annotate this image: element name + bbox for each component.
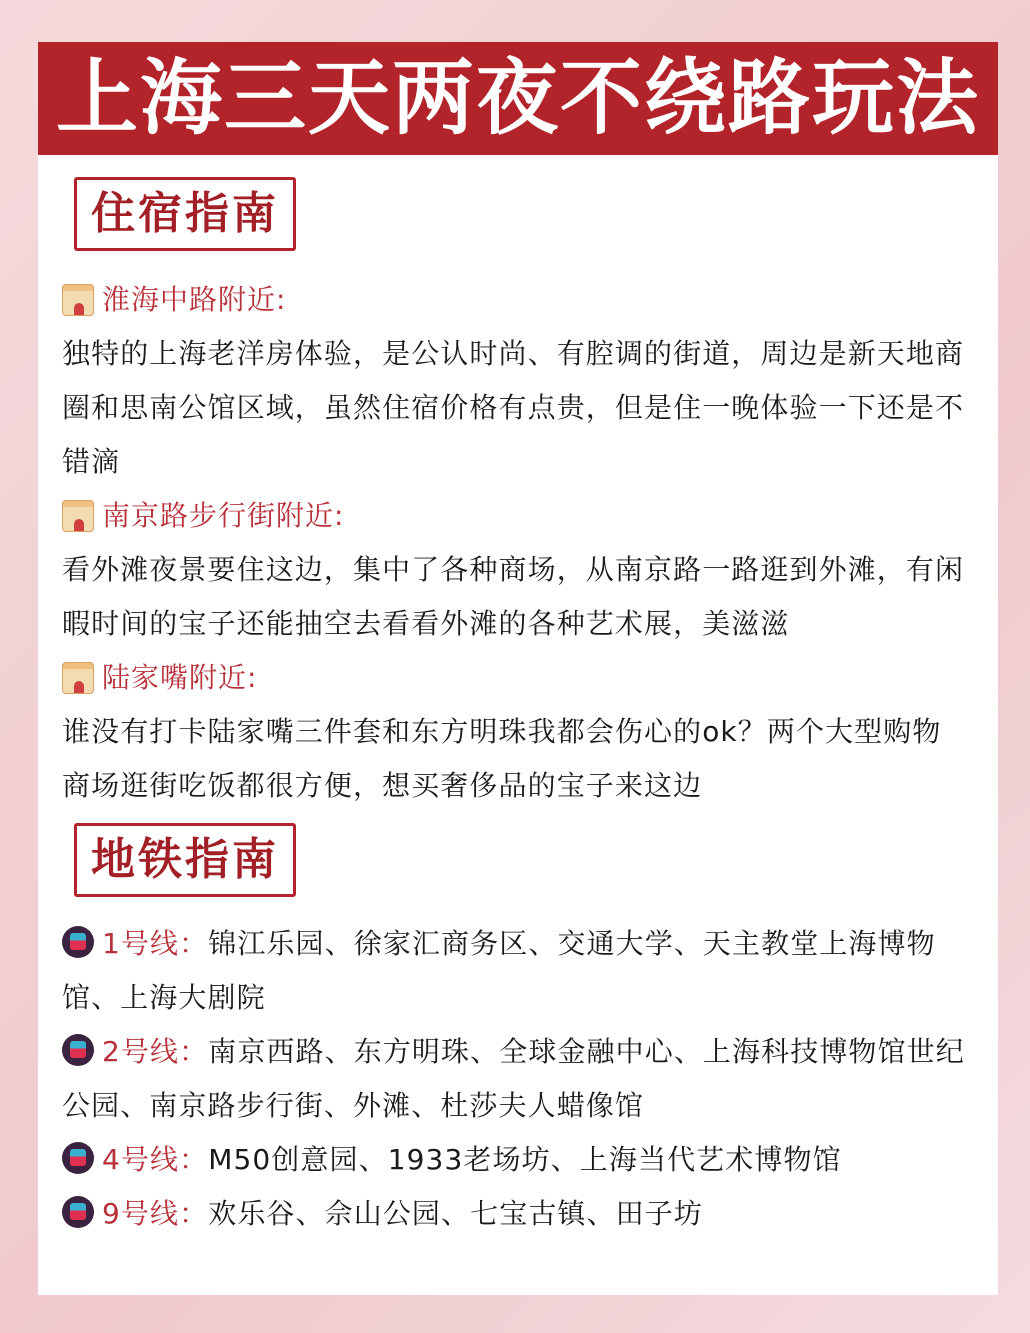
metro-line-item	[62, 1133, 967, 1187]
hotel-icon	[62, 500, 94, 532]
metro-line-stops: M50创意园、1933老场坊、上海当代艺术博物馆	[208, 1143, 842, 1176]
metro-line-item	[62, 1025, 967, 1133]
hotel-icon	[62, 662, 94, 694]
lodging-area-title	[62, 489, 998, 543]
guide-card	[38, 42, 998, 1295]
area-name: 陆家嘴附近:	[102, 661, 258, 694]
metro-line-label: 4号线：	[102, 1143, 209, 1176]
metro-line-item	[62, 917, 967, 1025]
train-icon	[62, 926, 94, 958]
train-icon	[62, 1196, 94, 1228]
lodging-area-text: 看外滩夜景要住这边，集中了各种商场，从南京路一路逛到外滩，有闲暇时间的宝子还能抽空去看看外滩的各种艺术展，美滋滋	[62, 553, 965, 640]
area-name: 淮海中路附近:	[102, 283, 287, 316]
hotel-icon	[62, 284, 94, 316]
metro-line-stops: 欢乐谷、佘山公园、七宝古镇、田子坊	[208, 1197, 703, 1230]
section-heading-metro: 地铁指南	[74, 823, 296, 897]
lodging-area-title	[62, 273, 998, 327]
train-icon	[62, 1034, 94, 1066]
area-name: 南京路步行街附近:	[102, 499, 345, 532]
lodging-area-title	[62, 651, 998, 705]
train-icon	[62, 1142, 94, 1174]
metro-line-item	[62, 1187, 967, 1241]
metro-line-label: 9号线：	[102, 1197, 209, 1230]
metro-line-stops: 锦江乐园、徐家汇商务区、交通大学、天主教堂上海博物馆、上海大剧院	[62, 927, 936, 1014]
lodging-area-text: 谁没有打卡陆家嘴三件套和东方明珠我都会伤心的ok？两个大型购物商场逛街吃饭都很方便，想买奢侈品的宝子来这边	[62, 715, 942, 802]
page-title: 上海三天两夜不绕路玩法	[38, 42, 998, 155]
lodging-area-text: 独特的上海老洋房体验，是公认时尚、有腔调的街道，周边是新天地商圈和思南公馆区域，虽然住宿价格有点贵，但是住一晚体验一下还是不错滴	[62, 337, 965, 478]
metro-line-stops: 南京西路、东方明珠、全球金融中心、上海科技博物馆世纪公园、南京路步行街、外滩、杜莎夫人蜡像馆	[62, 1035, 965, 1122]
metro-line-label: 1号线：	[102, 927, 209, 960]
metro-line-label: 2号线：	[102, 1035, 209, 1068]
section-heading-lodging: 住宿指南	[74, 177, 296, 251]
